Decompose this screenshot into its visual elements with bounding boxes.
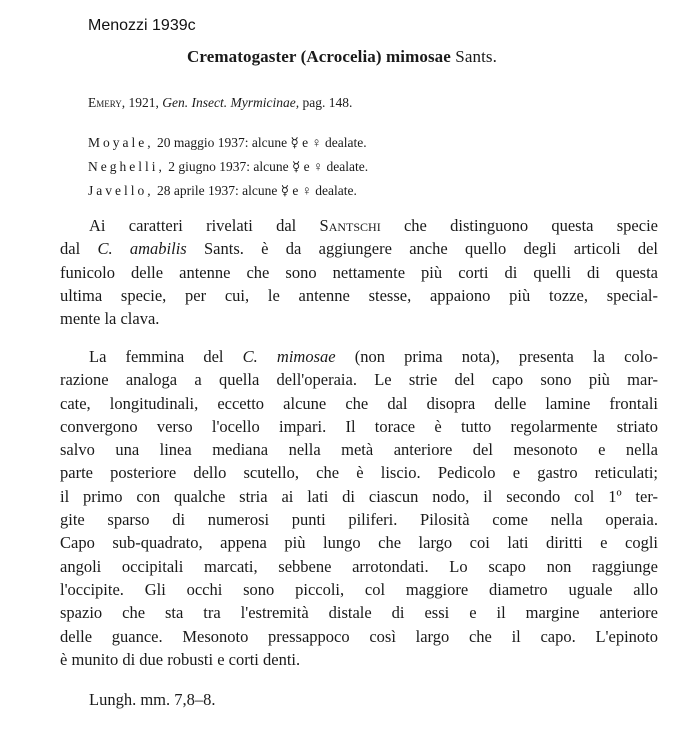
subgenus-name: (Acrocelia)	[300, 47, 382, 66]
text-line: razione analoga a quella dell'operaia. Le strie del capo sono più mar-	[60, 370, 658, 390]
text-line: dal C. amabilis Sants. è da aggiungere anche quello degli articoli del	[60, 239, 658, 259]
reference-work: Gen. Insect. Myrmicinae,	[162, 95, 300, 110]
text-line: gite sparso di numerosi punti piliferi. Pilosità come nella operaia.	[60, 510, 658, 530]
text-line: Ai caratteri rivelati dal Santschi che distinguono questa specie	[89, 216, 658, 235]
species-name: mimosae	[386, 47, 451, 66]
text-line: spazio che sta tra l'estremità distale di essi e il margine anteriore	[60, 603, 658, 623]
text-line: è munito di due robusti e corti denti.	[60, 649, 301, 669]
text-line: parte posteriore dello scutello, che è liscio. Pedicolo e gastro reticulati;	[60, 463, 658, 483]
record-details: 28 aprile 1937: alcune ☿ e ♀ dealate.	[153, 183, 357, 198]
text-line: funicolo delle antenne che sono nettamente più corti di quelli di questa	[60, 262, 658, 282]
record-row	[88, 131, 368, 155]
source-label: Menozzi 1939c	[88, 17, 196, 34]
record-locality: Moyale,	[88, 135, 154, 150]
species-author: Sants.	[455, 47, 497, 66]
text-line: mente la clava.	[60, 309, 160, 329]
species-ref: C. mimosae	[242, 347, 336, 366]
text-line: salvo una linea mediana nella metà anteriore del mesonoto e nella	[60, 440, 658, 460]
text-line: il primo con qualche stria ai lati di ciascun nodo, il secondo col 1º ter-	[60, 486, 658, 506]
text-line: delle guance. Mesonoto pressappoco così largo che il capo. L'epinoto	[60, 626, 658, 646]
length-measurement: Lungh. mm. 7,8–8.	[89, 690, 216, 709]
text-line: l'occipite. Gli occhi sono piccoli, col maggiore diametro uguale allo	[60, 579, 658, 599]
record-details: 20 maggio 1937: alcune ☿ e ♀ dealate.	[153, 135, 367, 150]
text-line: Capo sub-quadrato, appena più lungo che largo coi lati diritti e cogli	[60, 533, 658, 553]
record-row	[88, 179, 368, 203]
collection-records	[88, 131, 368, 203]
record-row	[88, 155, 368, 179]
text-line: angoli occipitali marcati, sebbene arrotondati. Lo scapo non raggiunge	[60, 556, 658, 576]
record-details: 2 giugno 1937: alcune ☿ e ♀ dealate.	[164, 159, 369, 174]
species-ref: C. amabilis	[97, 239, 187, 259]
record-locality: Javello,	[88, 183, 154, 198]
genus-name: Crematogaster	[187, 47, 297, 66]
body-paragraph-2	[60, 345, 658, 671]
text-line: La femmina del C. mimosae (non prima nota), presenta la colo-	[89, 347, 658, 366]
text-line: ultima specie, per cui, le antenne stesse, appaiono più tozze, special-	[60, 285, 658, 305]
record-locality: Neghelli,	[88, 159, 165, 174]
species-title	[0, 47, 684, 67]
reference-page: pag. 148.	[299, 95, 353, 110]
text-line: convergono verso l'ocello impari. Il torace è tutto regolarmente striato	[60, 416, 658, 436]
text-line: cate, longitudinali, eccetto alcune che dal disopra delle lamine frontali	[60, 393, 658, 413]
literature-reference	[88, 95, 352, 111]
reference-year: 1921,	[125, 95, 159, 110]
author-name: Santschi	[319, 216, 381, 235]
reference-author: Emery,	[88, 95, 126, 110]
body-paragraph-1	[60, 214, 658, 330]
